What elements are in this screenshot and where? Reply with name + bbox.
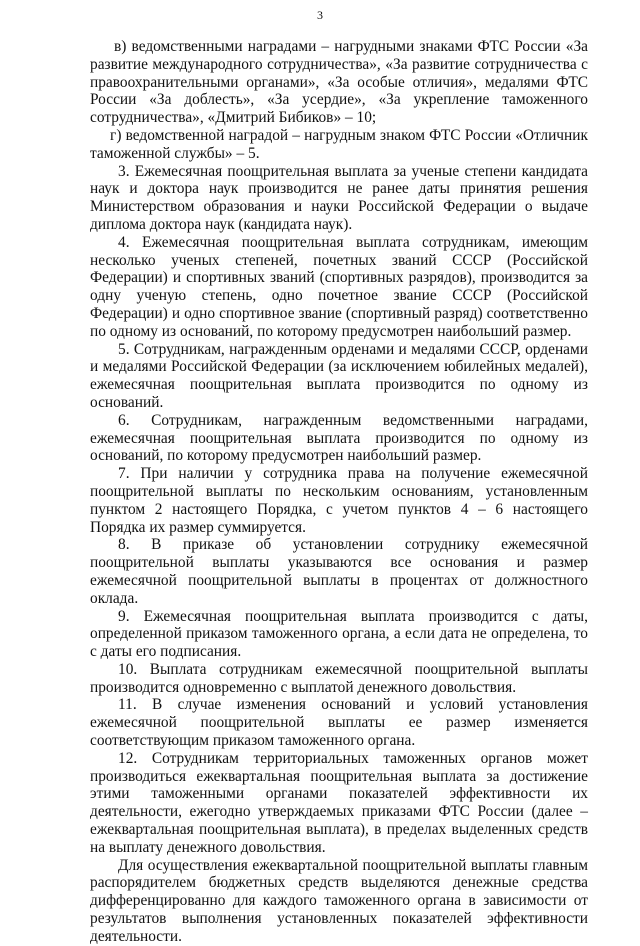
paragraph-item-g: г) ведомственной наградой – нагрудным знаком ФТС России «Отличник таможенной службы» – 5. bbox=[90, 126, 588, 162]
paragraph-12-continuation: Для осуществления ежеквартальной поощрительной выплаты главным распорядителем бюджетных средств выделяются денежные средства дифференцированно для каждого таможенного органа в зависимости от результатов выполнения установленных показателей эффективности деятельности. bbox=[90, 856, 588, 945]
paragraph-11: 11. В случае изменения оснований и условий установления ежемесячной поощрительной выплаты ее размер изменяется соответствующим приказом таможенного органа. bbox=[90, 696, 588, 750]
paragraph-6: 6. Сотрудникам, награжденным ведомственными наградами, ежемесячная поощрительная выплата производится по одному из оснований, по которому предусмотрен наибольший размер. bbox=[90, 411, 588, 465]
paragraph-12: 12. Сотрудникам территориальных таможенных органов может производиться ежеквартальная поощрительная выплата за достижение этими таможенными органами показателей эффективности их деятельности, ежегодно утверждаемых приказами ФТС России (далее – ежеквартальная поощрительная выплата), в пределах выделенных средств на выплату денежного довольствия. bbox=[90, 749, 588, 856]
paragraph-7: 7. При наличии у сотрудника права на получение ежемесячной поощрительной выплаты по нескольким основаниям, установленным пунктом 2 настоящего Порядка, с учетом пунктов 4 – 6 настоящего Порядка их размер суммируется. bbox=[90, 465, 588, 536]
paragraph-9: 9. Ежемесячная поощрительная выплата производится с даты, определенной приказом таможенного органа, а если дата не определена, то с даты его подписания. bbox=[90, 607, 588, 661]
paragraph-3: 3. Ежемесячная поощрительная выплата за ученые степени кандидата наук и доктора наук производится не ранее даты принятия решения Министерством образования и науки Российской Федерации о выдаче диплома доктора наук (кандидата наук). bbox=[90, 162, 588, 233]
page-number: 3 bbox=[317, 8, 323, 22]
paragraph-item-v: в) ведомственными наградами – нагрудными знаками ФТС России «За развитие международного сотрудничества», «За развитие сотрудничества с правоохранительными органами», «За особые отличия», медалями ФТС России «За доблесть», «За усердие», «За укрепление таможенного сотрудничества», «Дмитрий Бибиков» – 10; bbox=[90, 38, 588, 127]
document-body bbox=[90, 38, 588, 946]
paragraph-4: 4. Ежемесячная поощрительная выплата сотрудникам, имеющим несколько ученых степеней, почетных званий СССР (Российской Федерации) и спортивных званий (спортивных разрядов), производится за одну ученую степень, одно почетное звание СССР (Российской Федерации) и одно спортивное звание (спортивный разряд) соответственно по одному из оснований, по которому предусмотрен наибольший размер. bbox=[90, 233, 588, 340]
paragraph-8: 8. В приказе об установлении сотруднику ежемесячной поощрительной выплаты указываются все основания и размер ежемесячной поощрительной выплаты в процентах от должностного оклада. bbox=[90, 536, 588, 607]
paragraph-5: 5. Сотрудникам, награжденным орденами и медалями СССР, орденами и медалями Российской Федерации (за исключением юбилейных медалей), ежемесячная поощрительная выплата производится по одному из оснований. bbox=[90, 340, 588, 411]
paragraph-10: 10. Выплата сотрудникам ежемесячной поощрительной выплаты производится одновременно с выплатой денежного довольствия. bbox=[90, 660, 588, 696]
